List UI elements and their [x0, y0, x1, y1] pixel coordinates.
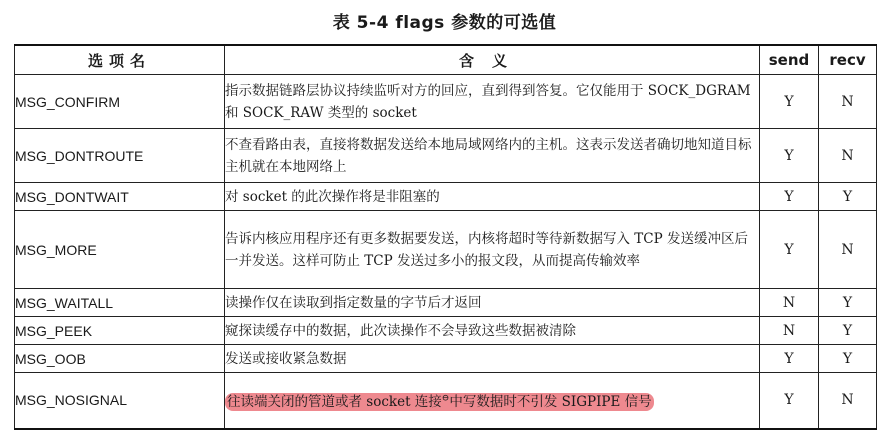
- recv-flag: Y: [819, 183, 877, 211]
- table-caption: 表 5-4 flags 参数的可选值: [332, 13, 557, 33]
- recv-flag: N: [819, 129, 877, 183]
- flags-table: [14, 44, 877, 430]
- recv-flag: N: [819, 211, 877, 289]
- option-name: MSG_CONFIRM: [15, 75, 225, 129]
- header-row: [15, 45, 877, 75]
- meaning-part-a: 往读端关闭的管道或者 socket 连接: [227, 394, 442, 410]
- option-name: MSG_OOB: [15, 345, 225, 373]
- option-meaning: 指示数据链路层协议持续监听对方的回应，直到得到答复。它仅能用于 SOCK_DGRAM 和 SOCK_RAW 类型的 socket: [225, 75, 760, 129]
- option-meaning: [225, 373, 760, 429]
- option-meaning: 读操作仅在读取到指定数量的字节后才返回: [225, 289, 760, 317]
- send-flag: Y: [760, 75, 819, 129]
- option-name: MSG_PEEK: [15, 317, 225, 345]
- send-flag: Y: [760, 129, 819, 183]
- recv-flag: N: [819, 373, 877, 429]
- footnote-marker: ⊖: [441, 393, 450, 404]
- table-row: [15, 373, 877, 429]
- table-row: [15, 345, 877, 373]
- option-name: MSG_DONTROUTE: [15, 129, 225, 183]
- option-meaning: 窥探读缓存中的数据，此次读操作不会导致这些数据被清除: [225, 317, 760, 345]
- send-flag: Y: [760, 373, 819, 429]
- option-name: MSG_WAITALL: [15, 289, 225, 317]
- option-name: MSG_MORE: [15, 211, 225, 289]
- table-row: [15, 289, 877, 317]
- table-row: [15, 317, 877, 345]
- option-meaning: 发送或接收紧急数据: [225, 345, 760, 373]
- highlighted-text: [225, 393, 654, 411]
- header-send: send: [760, 45, 819, 75]
- meaning-part-b: 中写数据时不引发 SIGPIPE 信号: [449, 394, 652, 410]
- send-flag: N: [760, 289, 819, 317]
- option-meaning: 不查看路由表，直接将数据发送给本地局域网络内的主机。这表示发送者确切地知道目标主机就在本地网络上: [225, 129, 760, 183]
- table-row: [15, 183, 877, 211]
- option-meaning: 对 socket 的此次操作将是非阻塞的: [225, 183, 760, 211]
- table-row: [15, 75, 877, 129]
- table-row: [15, 129, 877, 183]
- table-row: [15, 211, 877, 289]
- recv-flag: Y: [819, 345, 877, 373]
- recv-flag: Y: [819, 317, 877, 345]
- header-option-name: 选项名: [15, 45, 225, 75]
- recv-flag: N: [819, 75, 877, 129]
- send-flag: Y: [760, 345, 819, 373]
- header-recv: recv: [819, 45, 877, 75]
- header-meaning: 含义: [225, 45, 760, 75]
- option-name: MSG_NOSIGNAL: [15, 373, 225, 429]
- send-flag: N: [760, 317, 819, 345]
- recv-flag: Y: [819, 289, 877, 317]
- send-flag: Y: [760, 211, 819, 289]
- send-flag: Y: [760, 183, 819, 211]
- option-meaning: 告诉内核应用程序还有更多数据要发送，内核将超时等待新数据写入 TCP 发送缓冲区后一并发送。这样可防止 TCP 发送过多小的报文段，从而提高传输效率: [225, 211, 760, 289]
- option-name: MSG_DONTWAIT: [15, 183, 225, 211]
